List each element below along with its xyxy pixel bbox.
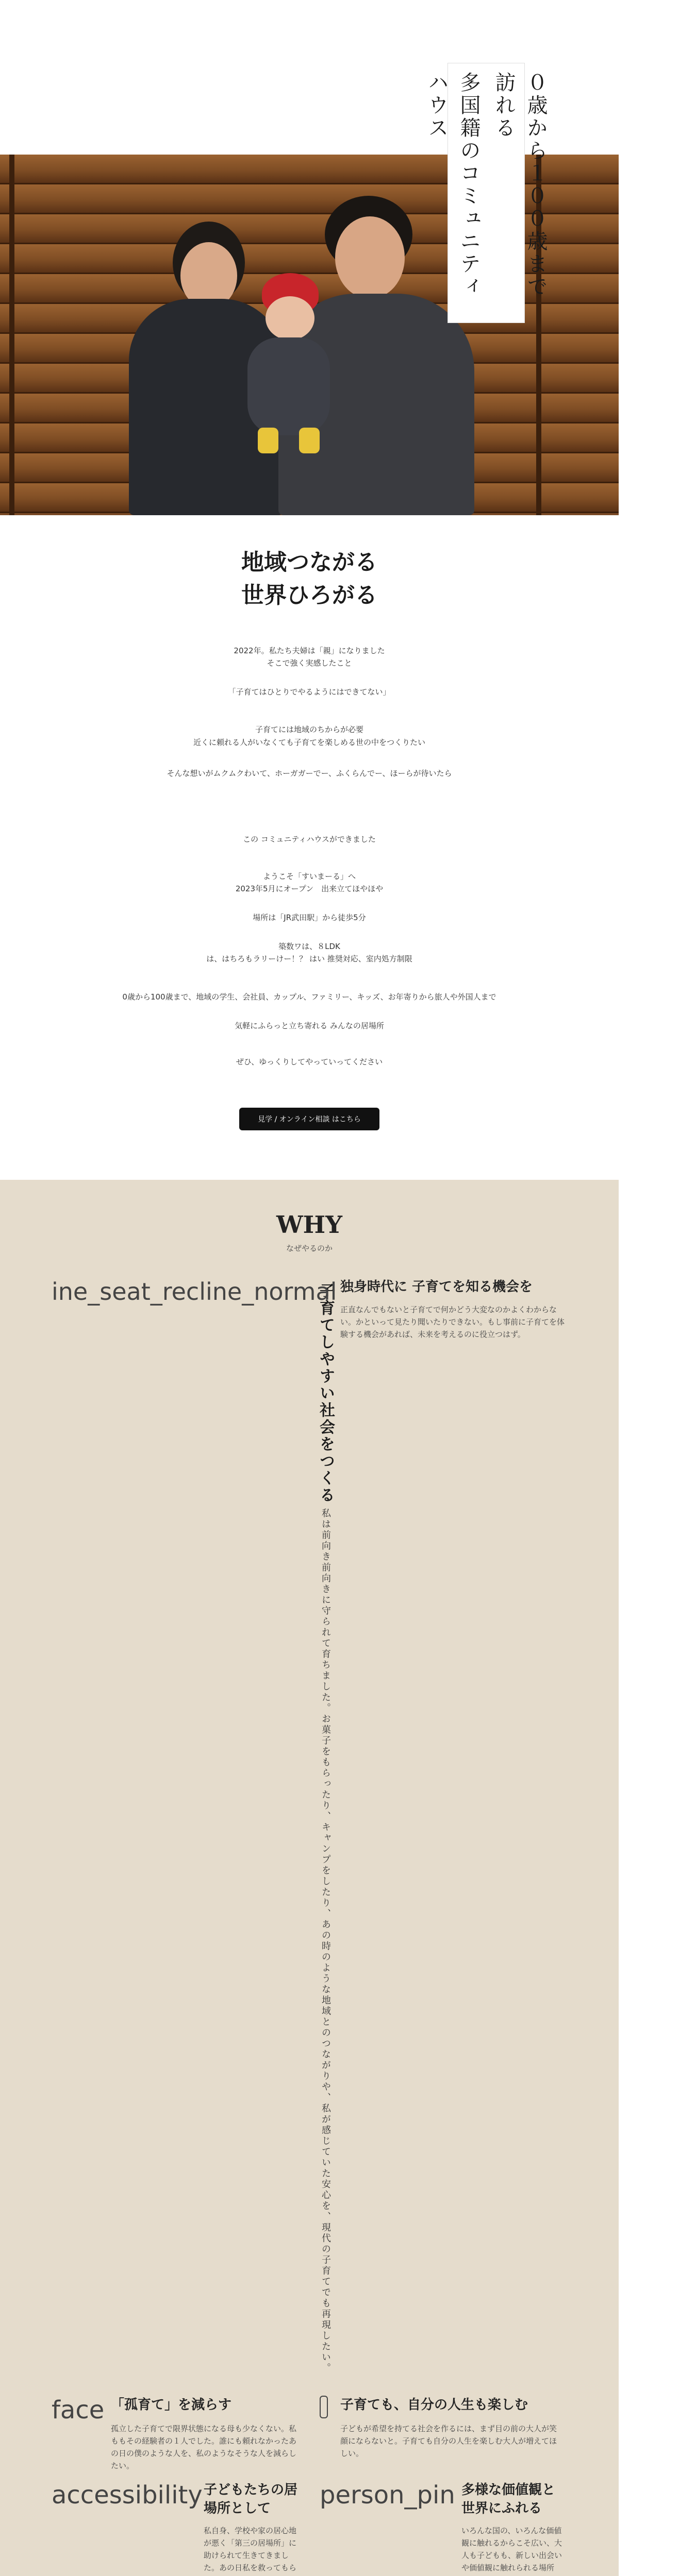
consultation-cta-button[interactable]: 見学 / オンライン相談 はこちら bbox=[239, 1108, 379, 1130]
hero-tagline-badge bbox=[425, 63, 548, 323]
intro-text-line: 築数ワは、８LDK bbox=[278, 942, 340, 951]
intro-title bbox=[0, 546, 619, 612]
intro-title-line-2: 世界ひろがる bbox=[241, 582, 377, 608]
intro-text-line: 0歳から100歳まで、地域の学生、会社員、カップル、ファミリー、キッズ、お年寄りから旅人や外国人まで bbox=[122, 992, 496, 1002]
photo-baby bbox=[242, 273, 335, 459]
intro-text-line: ぜひ、ゆっくりしてやっていってください bbox=[236, 1057, 383, 1066]
face-icon: face bbox=[52, 2396, 105, 2425]
intro-text-line: 場所は「JR武田駅」から徒歩5分 bbox=[253, 913, 366, 922]
intro-text-line: そんな想いがムクムクわいて、ホーガガーでー、ふくらんでー、ほーらが待いたら bbox=[167, 769, 452, 778]
why-item-body: 孤立した子育てで限界状態になる母も少なくない。私ももその経験者の１人でした。誰にも頼れなかったあの日の僕のような人を、私のようなそうな人を減らしたい。 bbox=[111, 2424, 297, 2470]
why-item-title: 子どもたちの居場所として bbox=[204, 2482, 298, 2516]
why-item-body: 子どもが希望を持てる社会を作るには、まず目の前の大人が笑顔にならないと。子育ても自分の人生を楽しむ大人が増えてほしい。 bbox=[340, 2424, 557, 2458]
why-item-title: 「孤育て」を減らす bbox=[111, 2397, 232, 2413]
child-icon bbox=[320, 2396, 335, 2425]
accessibility-icon: accessibility bbox=[52, 2481, 203, 2510]
intro-text-line: 2023年5月にオープン 出来立てほやほや bbox=[235, 884, 384, 893]
intro-text-line: ようこそ「すいまーる」へ bbox=[262, 872, 356, 881]
intro-text-line: 近くに頼れる人がいなくても子育てを楽しめる世の中をつくりたい bbox=[193, 738, 425, 747]
intro-text-line: そこで強く実感したこと bbox=[267, 658, 352, 668]
why-item-title: 独身時代に 子育てを知る機会を bbox=[340, 1279, 533, 1295]
why-vertical-lead: 子育てしやすい社会をつくる bbox=[317, 1283, 335, 1504]
intro-title-line-1: 地域つながる bbox=[241, 549, 377, 575]
why-title: WHY bbox=[276, 1211, 342, 1239]
why-vertical-text bbox=[304, 1283, 335, 2519]
why-subtitle: なぜやるのか bbox=[286, 1244, 333, 1253]
why-section bbox=[0, 1180, 619, 2576]
seat-recline-icon: ine_seat_recline_normal bbox=[52, 1278, 337, 1306]
person-pin-icon: person_pin bbox=[320, 2481, 455, 2510]
intro-section bbox=[0, 515, 619, 1180]
intro-text-line: 子育てには地域のちからが必要 bbox=[255, 725, 363, 734]
why-item-title: 子育ても、自分の人生も楽しむ bbox=[340, 2397, 528, 2413]
intro-text-line: は、はちろもラリーけー！？ はい 推奨対応、室内処方制限 bbox=[206, 954, 412, 963]
why-item-title: 多様な価値観と 世界にふれる bbox=[461, 2482, 556, 2516]
intro-text-line: 2022年。私たち夫婦は「親」になりました bbox=[234, 646, 385, 655]
intro-text-line: 「子育てはひとりでやるようにはできてない」 bbox=[228, 687, 391, 697]
hero-tagline-line-1: ０歳から１００歳まで訪れる bbox=[492, 72, 548, 298]
why-vertical-body: 私は前向き前向きに守られて育ちました。お菓子をもらったり、キャンプをしたり、あの時のような地域とのつながりや、私が感じていた安心を、現代の子育てでも再現したい。 bbox=[320, 1508, 331, 2374]
why-item-body: 私自身、学校や家の居心地が悪く「第三の居場所」に助けられて生きてきました。あの日私を救ってもら bbox=[204, 2526, 297, 2572]
why-item-body: いろんな国の、いろんな価値観に触れるからこそ広い、大人も子どもも、新しい出会いや価値観に触れられる場所 bbox=[461, 2526, 562, 2572]
intro-text-line: 気軽にふらっと立ち寄れる みんなの居場所 bbox=[235, 1021, 384, 1030]
intro-text-line: この コミュニティハウスができました bbox=[243, 835, 376, 844]
hero-tagline-line-2: 多国籍のコミュニティハウス bbox=[425, 72, 480, 298]
why-item-body: 正直なんでもないと子育てで何かどう大変なのかよくわからない。かといって見たり聞いたりできない。もし事前に子育てを体験する機会があれば、未来を考えるのに役立つはず。 bbox=[340, 1305, 565, 1339]
